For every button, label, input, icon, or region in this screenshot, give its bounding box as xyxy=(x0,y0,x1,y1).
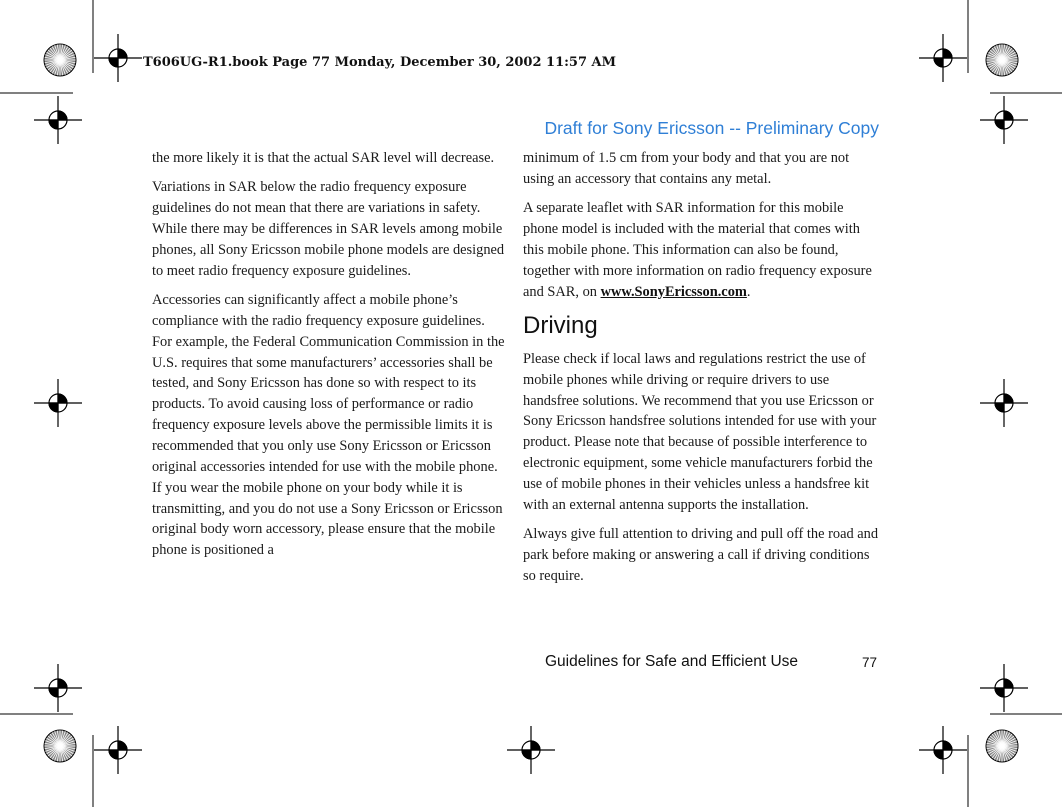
paragraph: Please check if local laws and regulations restrict the use of mobile phones while driving or require drivers to use handsfree solutions. We recommend that you use Ericsson or Sony Ericsson handsfree solutions intended for use with your product. Please note that because of possible interference to electronic equipment, some vehicle manufacturers forbid the use of mobile phones in their vehicles unless a handsfree kit with an external antenna supports the installation. xyxy=(523,350,877,513)
paragraph: the more likely it is that the actual SAR level will decrease. xyxy=(152,150,495,166)
star-target-mark xyxy=(986,730,1018,762)
paragraph-end: . xyxy=(746,283,751,300)
registration-mark xyxy=(980,96,1028,144)
book-slug: T606UG-R1.book Page 77 Monday, December 30, 2002 11:57 AM xyxy=(143,55,617,70)
draft-notice: Draft for Sony Ericsson -- Preliminary Copy xyxy=(544,118,879,138)
registration-mark xyxy=(34,664,82,712)
registration-mark xyxy=(980,379,1028,427)
page-number: 77 xyxy=(862,655,878,670)
registration-mark xyxy=(94,34,142,82)
paragraph: Variations in SAR below the radio frequency exposure guidelines do not mean that there are variations in safety. While there may be differences in SAR levels among mobile phones, all Sony Ericsson mobile phone models are designed to meet radio frequency exposure guidelines. xyxy=(152,179,505,279)
star-target-mark xyxy=(986,44,1018,76)
right-column xyxy=(523,148,880,595)
footer-section-title: Guidelines for Safe and Efficient Use xyxy=(545,653,799,670)
registration-mark xyxy=(507,726,555,774)
registration-mark xyxy=(919,726,967,774)
registration-mark xyxy=(34,379,82,427)
star-target-mark xyxy=(44,730,76,762)
left-column xyxy=(152,148,508,570)
paragraph: Always give full attention to driving and pull off the road and park before making or answering a call if driving conditions so require. xyxy=(523,526,879,584)
registration-mark xyxy=(94,726,142,774)
paragraph xyxy=(523,198,880,302)
paragraph-text: A separate leaflet with SAR information for this mobile phone model is included with the material that comes with this mobile phone. This information can also be found, together with more information on radio frequency exposure and SAR, on xyxy=(523,200,872,300)
paragraph: minimum of 1.5 cm from your body and that you are not using an accessory that contains any metal. xyxy=(523,150,850,187)
section-heading-driving: Driving xyxy=(523,311,598,339)
paragraph: Accessories can significantly affect a mobile phone’s compliance with the radio frequency exposure guidelines. For example, the Federal Communication Commission in the U.S. requires that some manufacturers’ accessories shall be tested, and Sony Ericsson has done so with respect to its products. To avoid causing loss of performance or radio frequency exposure levels above the permissible limits it is recommended that you only use Sony Ericsson or Ericsson original accessories intended for use with the mobile phone. If you wear the mobile phone on your body while it is transmitting, and you do not use a Sony Ericsson or Ericsson original body worn accessory, please ensure that the mobile phone is positioned a xyxy=(152,292,505,559)
registration-mark xyxy=(980,664,1028,712)
registration-mark xyxy=(919,34,967,82)
sonyericsson-link[interactable]: www.SonyEricsson.com xyxy=(600,283,747,300)
registration-mark xyxy=(34,96,82,144)
star-target-mark xyxy=(44,44,76,76)
